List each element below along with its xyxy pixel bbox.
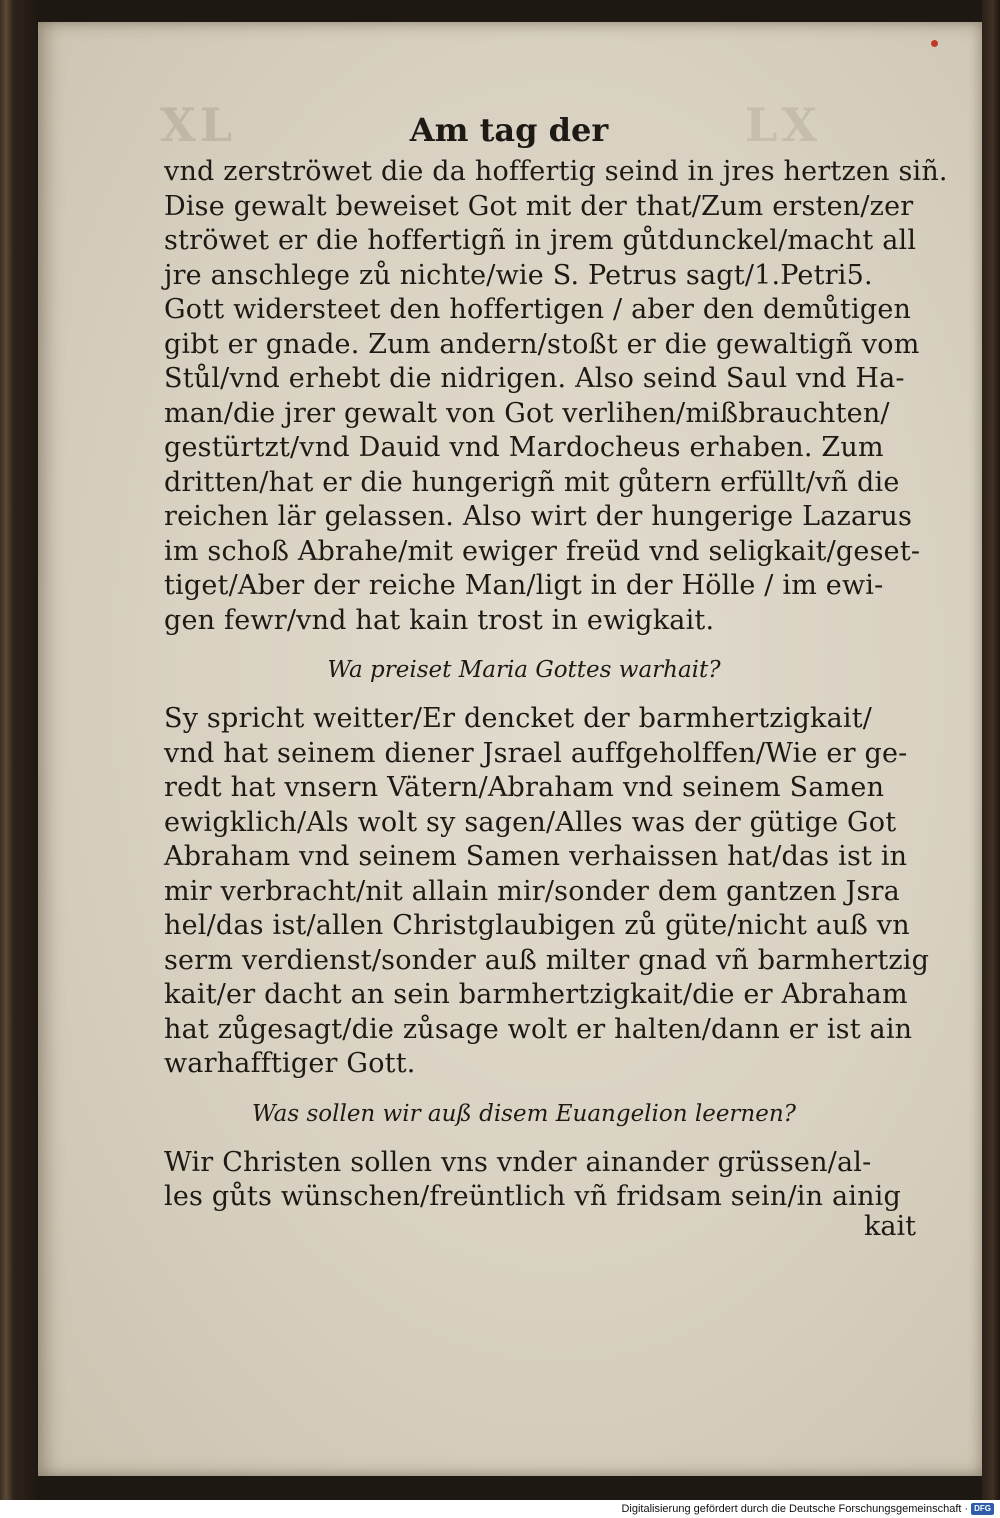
digitization-footer: Digitalisierung gefördert durch die Deutsche Forschungsgemeinschaft · DFG bbox=[0, 1500, 1000, 1518]
footer-credit-text: Digitalisierung gefördert durch die Deutsche Forschungsgemeinschaft bbox=[621, 1503, 962, 1515]
text-line: vnd zerströwet die da hoffertig seind in jres hertzen siñ. bbox=[164, 156, 948, 187]
text-block bbox=[164, 105, 948, 1245]
text-line: ewigklich/Als wolt sy sagen/Alles was der gütige Got bbox=[164, 806, 897, 838]
text-line: Dise gewalt beweiset Got mit der that/Zum ersten/zer bbox=[164, 190, 914, 222]
text-line: vnd hat seinem diener Jsrael auffgeholffen/Wie er ge- bbox=[164, 737, 908, 769]
text-line: gestürtzt/vnd Dauid vnd Mardocheus erhaben. Zum bbox=[164, 432, 884, 463]
text-line: ströwet er die hoffertigñ in jrem gůtdunckel/macht all bbox=[164, 225, 917, 256]
text-line: Gott widersteet den hoffertigen / aber den demůtigen bbox=[164, 294, 912, 325]
text-line: man/die jrer gewalt von Got verlihen/mißbrauchten/ bbox=[164, 397, 890, 429]
red-marker-dot bbox=[931, 40, 938, 47]
text-line: jre anschlege zů nichte/wie S. Petrus sagt/1.Petri5. bbox=[164, 259, 873, 291]
text-line: tiget/Aber der reiche Man/ligt in der Hölle / im ewi- bbox=[164, 570, 884, 601]
catchword: kait bbox=[864, 1210, 916, 1242]
text-line: Sy spricht weitter/Er dencket der barmhertzigkait/ bbox=[164, 703, 873, 734]
text-line: warhafftiger Gott. bbox=[164, 1048, 416, 1079]
text-line: im schoß Abrahe/mit ewiger freüd vnd seligkait/geset- bbox=[164, 535, 921, 567]
text-line: gen fewr/vnd hat kain trost in ewigkait. bbox=[164, 604, 715, 636]
text-line: Abraham vnd seinem Samen verhaissen hat/das ist in bbox=[164, 841, 908, 872]
text-line: serm verdienst/sonder auß milter gnad vñ barmhertzig bbox=[164, 944, 930, 976]
text-line: Stůl/vnd erhebt die nidrigen. Also seind Saul vnd Ha- bbox=[164, 363, 905, 394]
text-line: dritten/hat er die hungerigñ mit gůtern erfüllt/vñ die bbox=[164, 466, 900, 498]
page-edge bbox=[982, 0, 1000, 1500]
text-line: mir verbracht/nit allain mir/sonder dem gantzen Jsra bbox=[164, 875, 900, 907]
paragraph-1 bbox=[164, 155, 948, 638]
show-through-text-right: LX bbox=[745, 98, 822, 152]
text-line: redt hat vnsern Vätern/Abraham vnd seinem Samen bbox=[164, 772, 885, 803]
text-line: les gůts wünschen/freüntlich vñ fridsam sein/in ainig bbox=[164, 1181, 901, 1212]
dfg-logo-icon: DFG bbox=[971, 1503, 994, 1515]
paragraph-3 bbox=[164, 1146, 924, 1215]
text-line: kait/er dacht an sein barmhertzigkait/die er Abraham bbox=[164, 979, 908, 1010]
text-line: Wir Christen sollen vns vnder ainander grüssen/al- bbox=[164, 1146, 872, 1178]
show-through-text-left: XL bbox=[160, 98, 237, 152]
section-heading: Was sollen wir auß disem Euangelion leernen? bbox=[251, 1100, 796, 1127]
text-line: hat zůgesagt/die zůsage wolt er halten/dann er ist ain bbox=[164, 1013, 913, 1045]
section-heading: Wa preiset Maria Gottes warhait? bbox=[327, 657, 721, 683]
text-line: reichen lär gelassen. Also wirt der hungerige Lazarus bbox=[164, 501, 913, 532]
paragraph-2 bbox=[164, 702, 930, 1082]
running-head: Am tag der bbox=[409, 111, 609, 149]
text-line: gibt er gnade. Zum andern/stoßt er die gewaltigñ vom bbox=[164, 328, 920, 360]
text-line: hel/das ist/allen Christglaubigen zů güte/nicht auß vn bbox=[164, 910, 910, 941]
